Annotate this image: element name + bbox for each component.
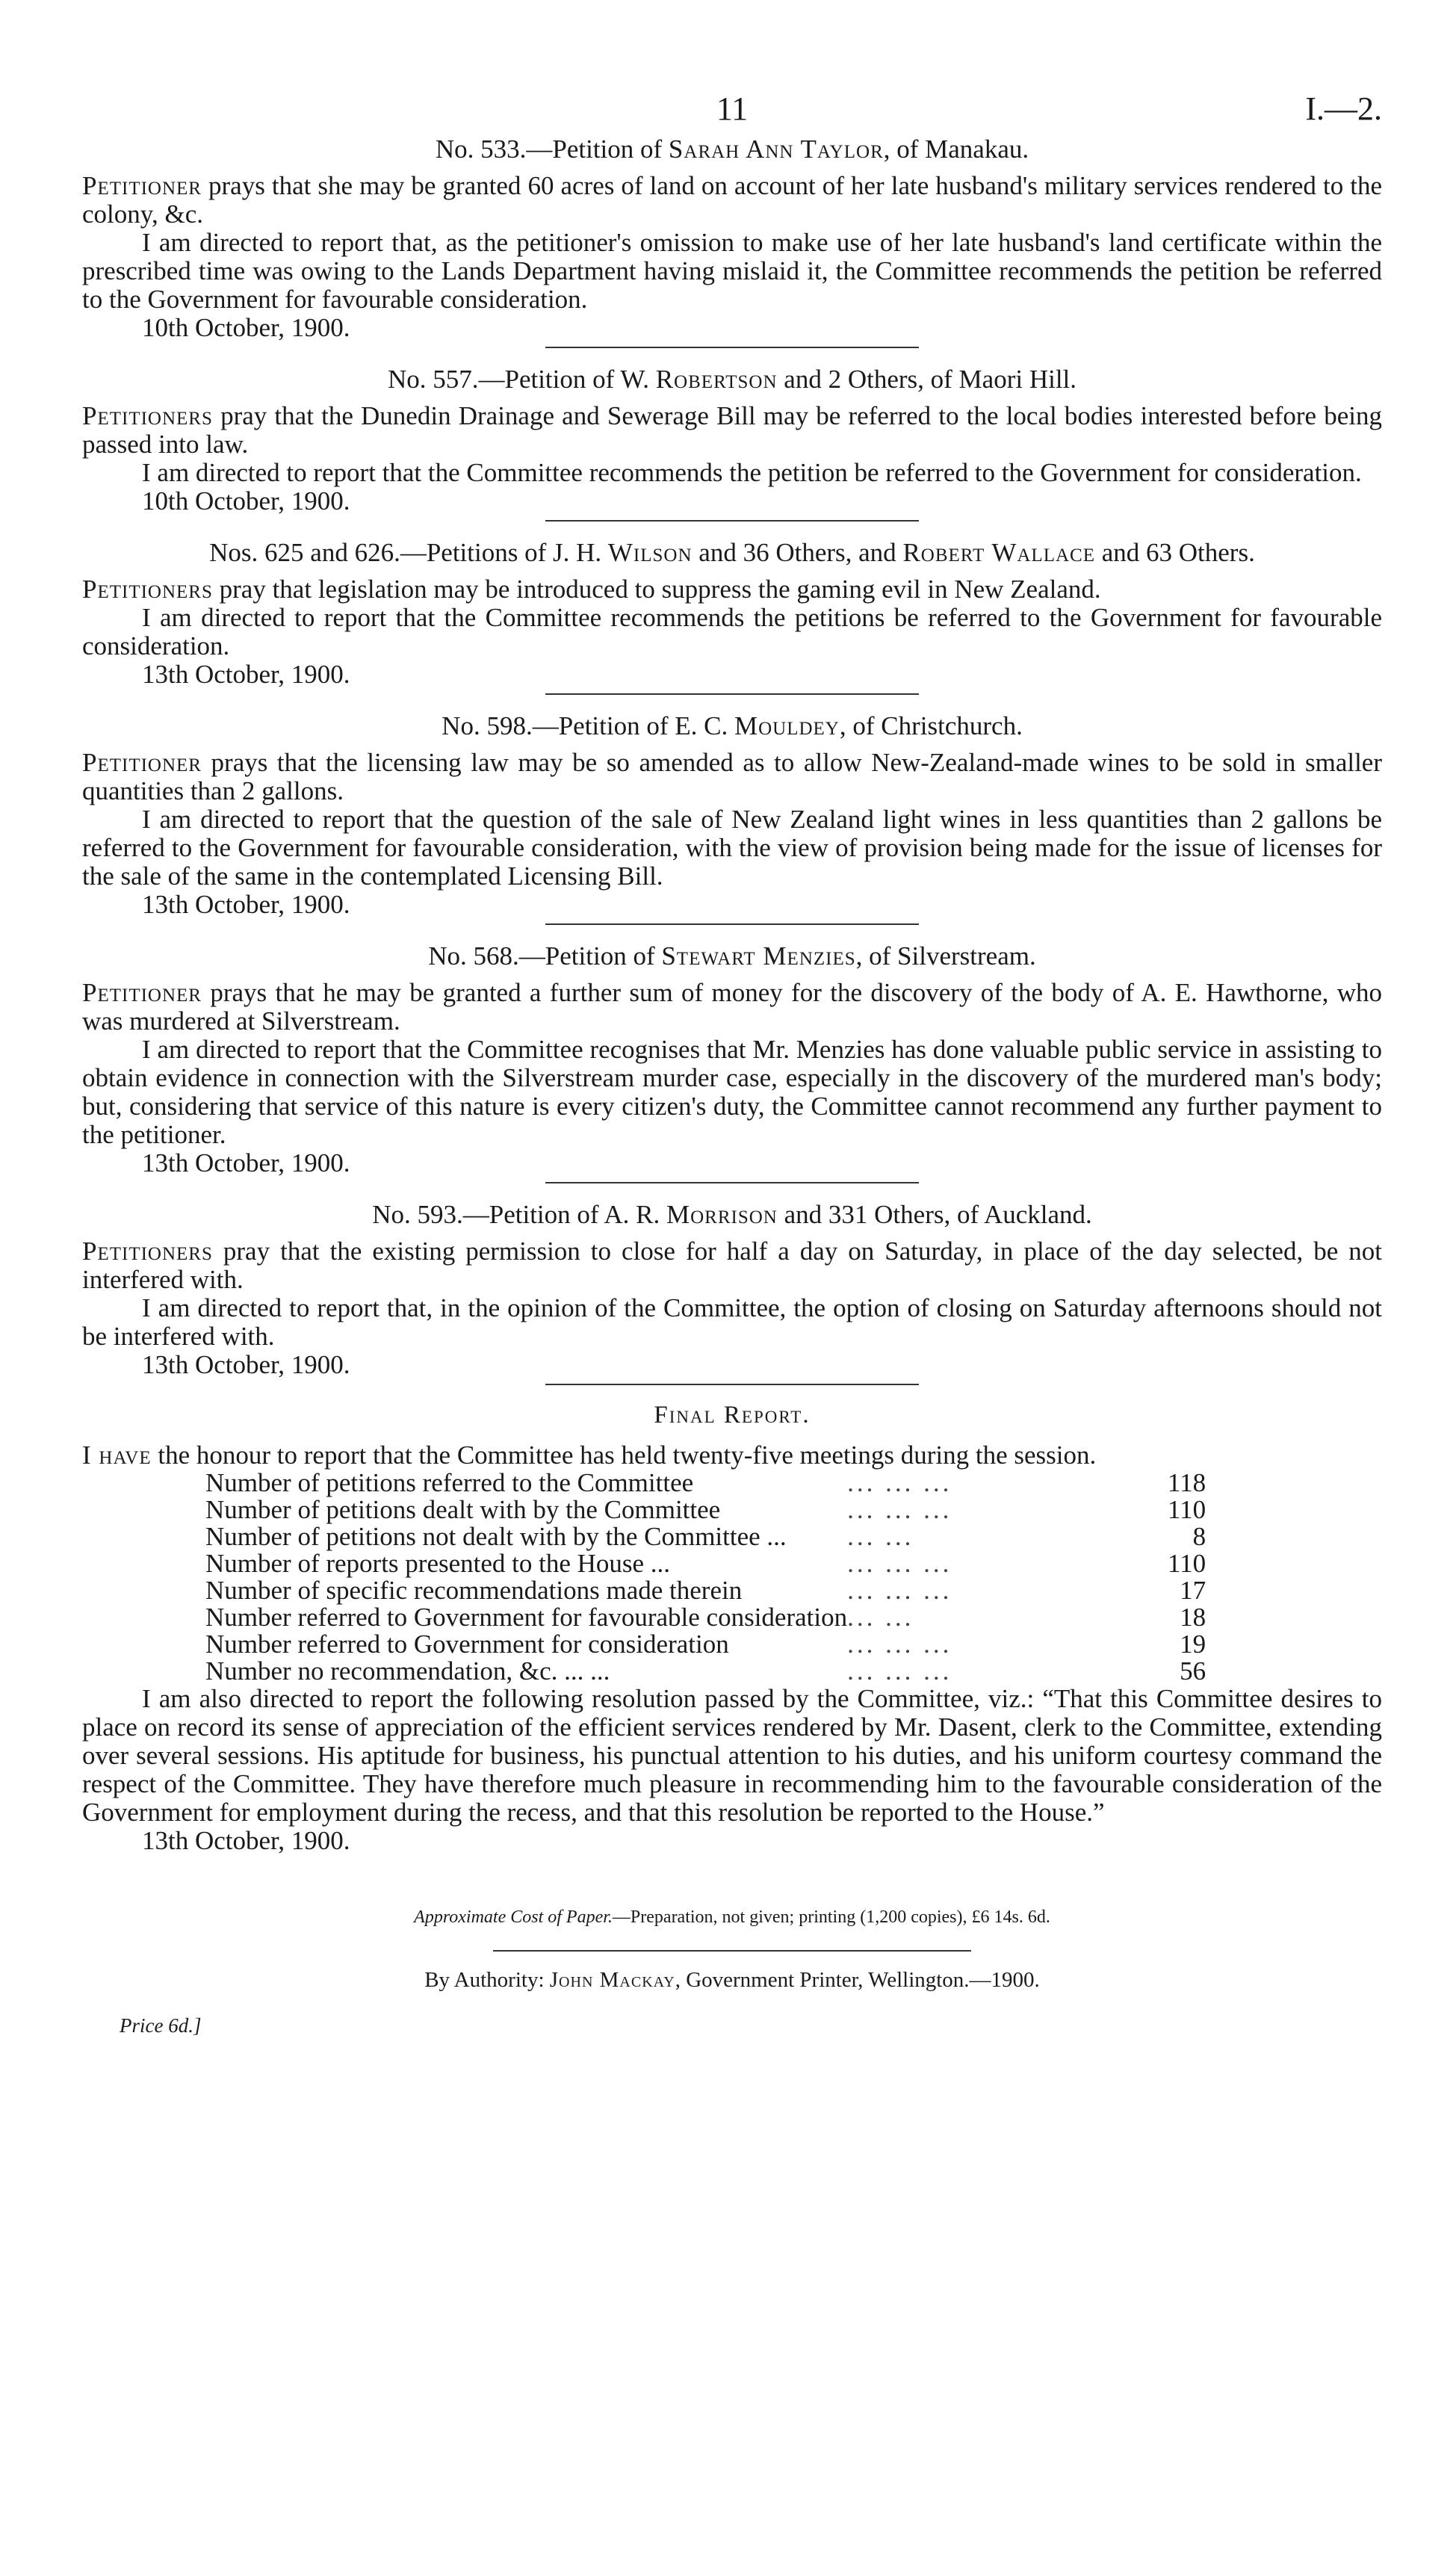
petition-report: I am directed to report that the Committee recommends the petition be referred to the Government for consideration. [142, 458, 1362, 487]
petition-section [82, 1200, 1382, 1379]
petition-prayer: Petitioner prays that she may be granted 60 acres of land on account of her late husband's military services rendered to the colony, &c. [82, 171, 1382, 229]
petition-title: No. 598.—Petition of E. C. Mouldey, of Christchurch. [442, 711, 1023, 740]
final-report-intro: I have the honour to report that the Committee has held twenty-five meetings during the session. [82, 1440, 1097, 1470]
petition-date: 13th October, 1900. [142, 660, 350, 689]
petition-report: I am directed to report that the question of the sale of New Zealand light wines in less quantities than 2 gallons be referred to the Government for favourable consideration, with the view of provision being made for the issue of licenses for the sale of the same in the contemplated Licensing Bill. [82, 805, 1382, 891]
page-header [82, 82, 1382, 134]
final-report-section [82, 1402, 1382, 1855]
table-row: Number of reports presented to the House ... ... ... ... 110 [205, 1549, 1206, 1578]
page-footer [82, 1907, 1382, 2037]
section-divider [545, 693, 919, 695]
section-divider [545, 923, 919, 925]
petition-title: No. 568.—Petition of Stewart Menzies, of Silverstream. [428, 941, 1036, 971]
final-report-title: Final Report. [654, 1402, 811, 1429]
petition-section [82, 538, 1382, 689]
table-row: Number referred to Government for favourable consideration ... ... 18 [205, 1603, 1206, 1632]
table-row: Number of petitions referred to the Committee ... ... ... 118 [205, 1468, 1206, 1497]
final-report-date: 13th October, 1900. [142, 1826, 350, 1855]
petition-date: 13th October, 1900. [142, 890, 350, 919]
petition-title: Nos. 625 and 626.—Petitions of J. H. Wilson and 36 Others, and Robert Wallace and 63 Others. [209, 538, 1255, 567]
table-row: Number of specific recommendations made therein ... ... ... 17 [205, 1576, 1206, 1605]
petition-prayer: Petitioner prays that the licensing law may be so amended as to allow New-Zealand-made wines to be sold in smaller quantities than 2 gallons. [82, 748, 1382, 805]
petition-section [82, 711, 1382, 919]
table-row: Number of petitions dealt with by the Committee ... ... ... 110 [205, 1495, 1206, 1524]
petition-report: I am directed to report that, in the opinion of the Committee, the option of closing on Saturday afternoons should not be interfered with. [82, 1293, 1382, 1351]
footer-divider [493, 1950, 971, 1952]
petition-prayer: Petitioners pray that the Dunedin Drainage and Sewerage Bill may be referred to the local bodies interested before being passed into law. [82, 401, 1382, 459]
petition-date: 13th October, 1900. [142, 1350, 350, 1379]
section-divider [545, 1384, 919, 1385]
petition-title: No. 593.—Petition of A. R. Morrison and 331 Others, of Auckland. [372, 1200, 1092, 1229]
petition-report: I am directed to report that, as the petitioner's omission to make use of her late husband's land certificate within the prescribed time was owing to the Lands Department having mislaid it, the Committee recommends the petition be referred to the Government for favourable consideration. [82, 228, 1382, 314]
statistics-table [205, 1470, 1206, 1685]
price-label: Price 6d.] [120, 2014, 202, 2037]
table-row: Number no recommendation, &c. ... ... ... ... ... 56 [205, 1656, 1206, 1686]
table-row: Number of petitions not dealt with by the Committee ... ... ... 8 [205, 1522, 1206, 1551]
petition-title: No. 557.—Petition of W. Robertson and 2 Others, of Maori Hill. [387, 365, 1077, 394]
section-divider [545, 520, 919, 522]
petition-section [82, 134, 1382, 342]
petition-report: I am directed to report that the Committee recommends the petitions be referred to the Government for favourable consideration. [82, 603, 1382, 660]
petition-section [82, 365, 1382, 516]
petition-prayer: Petitioner prays that he may be granted a further sum of money for the discovery of the body of A. E. Hawthorne, who was murdered at Silverstream. [82, 978, 1382, 1036]
petition-date: 10th October, 1900. [142, 486, 350, 516]
petition-prayer: Petitioners pray that legislation may be introduced to suppress the gaming evil in New Zealand. [82, 575, 1101, 604]
page-number: 11 [716, 90, 749, 127]
petition-report: I am directed to report that the Committee recognises that Mr. Menzies has done valuable public service in assisting to obtain evidence in connection with the Silverstream murder case, especially in the discovery of the murdered man's body; but, considering that service of this nature is every citizen's duty, the Committee cannot recommend any further payment to the petitioner. [82, 1035, 1382, 1149]
resolution-text: I am also directed to report the following resolution passed by the Committee, viz.: “That this Committee desires to place on record its sense of appreciation of the efficient services rendered by Mr. Dasent, clerk to the Committee, extending over several sessions. His aptitude for business, his punctual attention to his duties, and his uniform courtesy command the respect of the Committee. They have therefore much pleasure in recommending him to the favourable consideration of the Government for employment during the recess, and that this resolution be reported to the House.” [82, 1684, 1382, 1827]
petition-title: No. 533.—Petition of Sarah Ann Taylor, of Manakau. [435, 134, 1029, 164]
section-divider [545, 347, 919, 348]
cost-of-paper: Approximate Cost of Paper.—Preparation, not given; printing (1,200 copies), £6 14s. 6d. [414, 1907, 1050, 1927]
petition-date: 13th October, 1900. [142, 1148, 350, 1177]
table-row: Number referred to Government for consideration ... ... ... 19 [205, 1630, 1206, 1659]
document-page [82, 82, 1382, 2037]
document-reference: I.—2. [1305, 90, 1382, 127]
petition-section [82, 941, 1382, 1177]
petition-date: 10th October, 1900. [142, 313, 350, 342]
section-divider [545, 1182, 919, 1183]
petition-prayer: Petitioners pray that the existing permission to close for half a day on Saturday, in place of the day selected, be not interfered with. [82, 1237, 1382, 1294]
printer-imprint: By Authority: John Mackay, Government Printer, Wellington.—1900. [424, 1968, 1040, 1992]
